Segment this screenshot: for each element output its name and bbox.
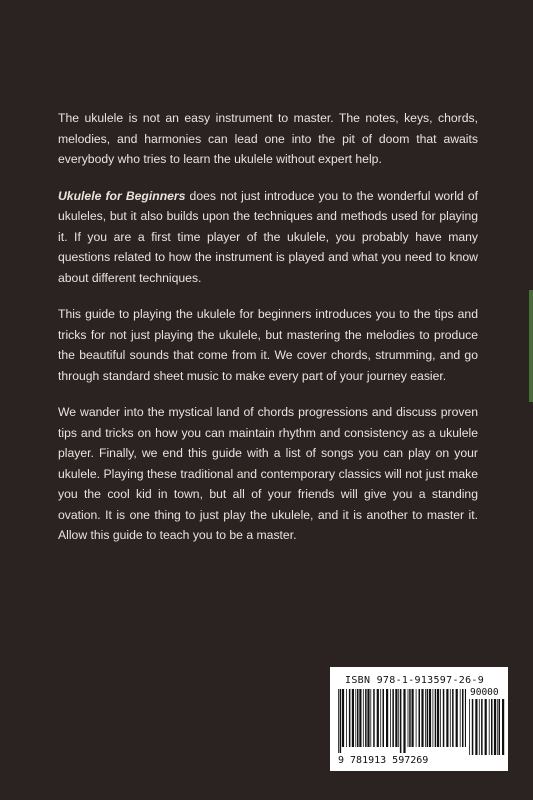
blurb-paragraph-1: The ukulele is not an easy instrument to master. The notes, keys, chords, melodies, and harmonies can lead one into the pit of doom that awaits everybody who tries to learn the ukulele without expert help.: [58, 111, 478, 166]
book-title-inline: Ukulele for Beginners: [58, 188, 186, 203]
blurb-paragraph-2: [58, 186, 478, 289]
spine-accent-strip: [529, 290, 533, 402]
addon-barcode-bars: [469, 699, 505, 761]
isbn-number: ISBN 978-1-913597-26-9: [345, 675, 485, 686]
blurb-paragraph-2-body: does not just introduce you to the wonderful world of ukuleles, but it also builds upon the techniques and methods used for playing it. If you are a first time player of the ukulele, you probably have many questions related to how the instrument is played and what you need to know about different techniques.: [58, 188, 478, 285]
isbn-barcode: [330, 667, 508, 771]
ean-digits: 9 781913 597269: [338, 755, 429, 766]
blurb-paragraph-4: We wander into the mystical land of chords progressions and discuss proven tips and tricks on how you can maintain rhythm and consistency as a ukulele player. Finally, we end this guide with a list of songs you can play on your ukulele. Playing these traditional and contemporary classics will not just make you the cool kid in town, but all of your friends will give you a standing ovation. It is one thing to just play the ukulele, and it is another to master it. Allow this guide to teach you to be a master.: [58, 405, 478, 542]
ean-barcode-bars: [338, 689, 466, 753]
blurb-text: [58, 108, 478, 562]
price-addon-digits: 90000: [470, 687, 499, 698]
blurb-paragraph-3: This guide to playing the ukulele for beginners introduces you to the tips and tricks for not just playing the ukulele, but mastering the melodies to produce the beautiful sounds that come from it. We cover chords, strumming, and go through standard sheet music to make every part of your journey easier.: [58, 307, 478, 383]
